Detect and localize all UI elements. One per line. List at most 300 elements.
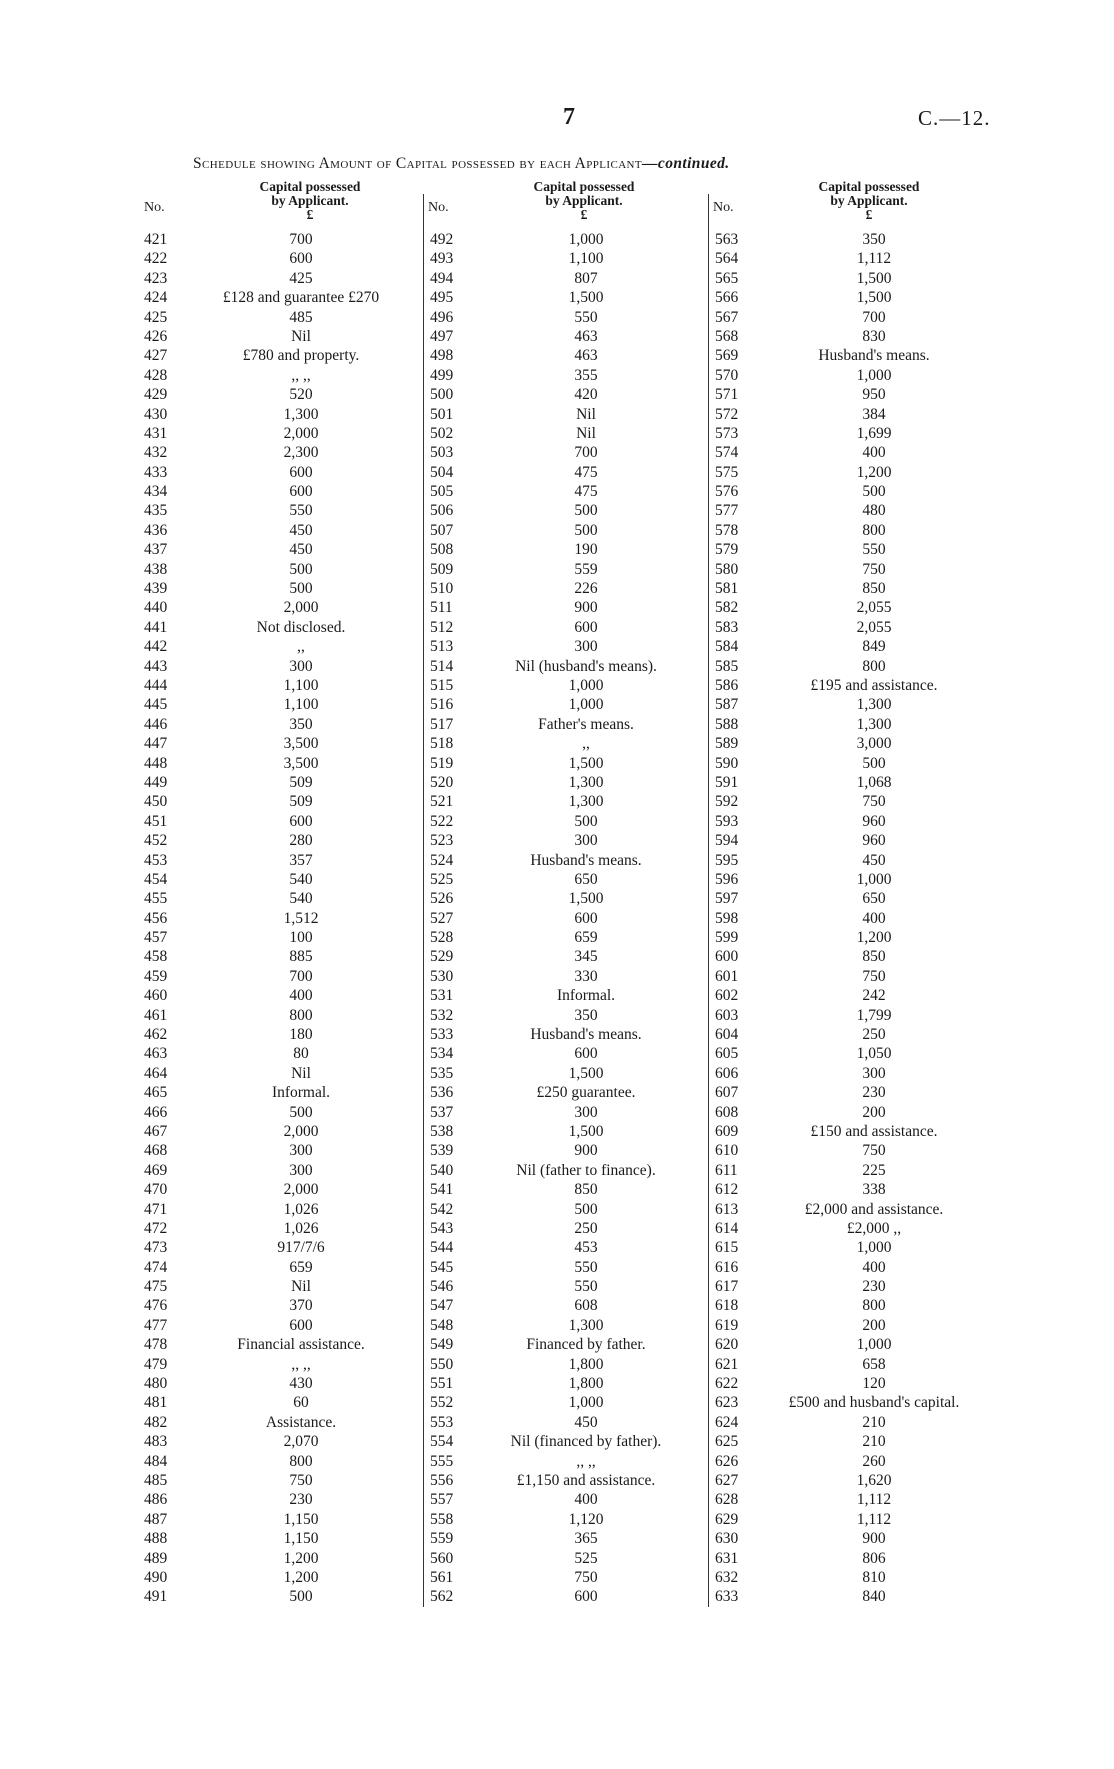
applicant-number: 618 (715, 1297, 739, 1315)
capital-value: £2,000 ,, (846, 1219, 902, 1237)
table-row (709, 657, 999, 676)
applicant-number: 563 (715, 231, 739, 248)
table-row (424, 637, 712, 656)
applicant-number: 561 (430, 1568, 454, 1586)
applicant-number: 575 (715, 463, 739, 481)
document-reference: C.—12. (918, 106, 991, 130)
applicant-number: 474 (144, 1258, 168, 1276)
capital-value: Assistance. (265, 1413, 337, 1431)
capital-value: Nil (576, 424, 596, 442)
table-row (709, 308, 999, 327)
applicant-number: 606 (715, 1064, 739, 1082)
capital-value: 450 (289, 541, 313, 559)
applicant-number: 479 (144, 1355, 168, 1373)
applicant-number: 523 (430, 832, 454, 850)
table-row (140, 1510, 425, 1529)
applicant-number: 473 (144, 1239, 168, 1257)
table-row (140, 1025, 425, 1044)
capital-value: 225 (862, 1161, 886, 1179)
capital-value: Nil (husband's means). (515, 657, 657, 675)
table-row (709, 1413, 999, 1432)
table-row (140, 1083, 425, 1102)
applicant-number: 531 (430, 987, 454, 1005)
capital-value: 60 (293, 1394, 309, 1412)
capital-value: 807 (574, 269, 598, 287)
capital-value: 350 (289, 715, 313, 733)
capital-value: 1,150 (283, 1530, 319, 1548)
table-row (424, 812, 712, 831)
capital-value: 1,620 (856, 1472, 892, 1489)
capital-value: 800 (862, 521, 886, 539)
applicant-number: 542 (430, 1200, 454, 1218)
applicant-number: 540 (430, 1161, 454, 1179)
table-row (424, 754, 712, 773)
table-row (140, 1587, 425, 1606)
header-no: No. (428, 200, 449, 215)
capital-value: 1,026 (283, 1200, 319, 1218)
table-row (140, 1180, 425, 1199)
applicant-number: 513 (430, 638, 454, 656)
table-row (140, 501, 425, 520)
applicant-number: 424 (144, 289, 168, 307)
table-row (140, 773, 425, 792)
applicant-number: 505 (430, 483, 454, 501)
applicant-number: 564 (715, 250, 739, 268)
applicant-number: 486 (144, 1491, 168, 1509)
applicant-number: 619 (715, 1316, 739, 1334)
capital-value: 1,500 (568, 890, 604, 908)
capital-value: Husband's means. (530, 1026, 642, 1044)
capital-value: 1,000 (856, 1336, 892, 1354)
table-row (709, 598, 999, 617)
table-row (140, 1452, 425, 1471)
table-row (709, 327, 999, 346)
table-row (424, 1587, 712, 1606)
applicant-number: 504 (430, 463, 454, 481)
table-row (709, 540, 999, 559)
table-row (140, 715, 425, 734)
capital-value: 200 (862, 1103, 886, 1121)
table-row (709, 463, 999, 482)
capital-value: 658 (862, 1355, 886, 1373)
header-capital-line1: Capital possessed (533, 179, 635, 194)
applicant-number: 458 (144, 948, 168, 966)
capital-value: 900 (574, 599, 598, 617)
applicant-number: 552 (430, 1394, 454, 1412)
applicant-number: 560 (430, 1549, 454, 1567)
applicant-number: 461 (144, 1006, 168, 1024)
table-row (709, 1103, 999, 1122)
applicant-number: 592 (715, 793, 739, 811)
capital-value: 357 (289, 851, 313, 869)
header-capital-line1: Capital possessed (818, 179, 920, 194)
applicant-number: 568 (715, 327, 739, 345)
table-row (709, 1200, 999, 1219)
table-row (424, 1471, 712, 1490)
applicant-number: 572 (715, 405, 739, 423)
table-row (140, 1044, 425, 1063)
capital-value: ,, ,, (576, 1452, 596, 1470)
capital-value: 475 (574, 463, 598, 481)
applicant-number: 477 (144, 1316, 168, 1334)
table-row (709, 754, 999, 773)
table-row (709, 1238, 999, 1257)
table-row (140, 598, 425, 617)
capital-value: 400 (574, 1491, 598, 1509)
applicant-number: 445 (144, 696, 168, 714)
applicant-number: 533 (430, 1026, 454, 1044)
table-row (709, 443, 999, 462)
capital-value: 300 (289, 657, 313, 675)
table-row (140, 482, 425, 501)
applicant-number: 612 (715, 1181, 739, 1199)
capital-value: 250 (862, 1026, 886, 1044)
applicant-number: 481 (144, 1394, 168, 1412)
applicant-number: 549 (430, 1336, 454, 1354)
table-row (709, 792, 999, 811)
table-row (140, 831, 425, 850)
applicant-number: 546 (430, 1278, 454, 1296)
capital-value: 1,000 (568, 231, 604, 248)
capital-value: 600 (289, 812, 313, 830)
table-row (424, 1316, 712, 1335)
table-row (140, 1335, 425, 1354)
capital-value: Informal. (271, 1084, 331, 1102)
table-row (140, 1064, 425, 1083)
applicant-number: 462 (144, 1026, 168, 1044)
table-row (140, 1200, 425, 1219)
applicant-number: 526 (430, 890, 454, 908)
table-column-2 (423, 179, 712, 1607)
capital-value: 1,512 (283, 909, 319, 927)
applicant-number: 630 (715, 1530, 739, 1548)
capital-value: 1,800 (568, 1375, 604, 1393)
table-row (140, 1568, 425, 1587)
capital-value: 80 (293, 1045, 309, 1063)
table-row (709, 1587, 999, 1606)
table-row (709, 909, 999, 928)
capital-value: 120 (862, 1375, 886, 1393)
capital-value: 850 (862, 948, 886, 966)
capital-value: 350 (862, 231, 886, 248)
capital-value: 700 (289, 967, 313, 985)
table-row (424, 773, 712, 792)
capital-value: 450 (574, 1413, 598, 1431)
capital-value: 450 (289, 521, 313, 539)
applicant-number: 595 (715, 851, 739, 869)
applicant-number: 433 (144, 463, 168, 481)
applicant-number: 487 (144, 1510, 168, 1528)
table-row (709, 521, 999, 540)
header-no: No. (144, 200, 165, 215)
table-row (140, 1103, 425, 1122)
applicant-number: 594 (715, 832, 739, 850)
capital-value: 850 (574, 1181, 598, 1199)
table-row (140, 1355, 425, 1374)
table-row (140, 1277, 425, 1296)
capital-value: 540 (289, 890, 313, 908)
capital-value: £1,150 and assistance. (516, 1472, 656, 1489)
applicant-number: 514 (430, 657, 454, 675)
capital-value: 960 (862, 832, 886, 850)
capital-value: 365 (574, 1530, 598, 1548)
capital-value: 350 (574, 1006, 598, 1024)
applicant-number: 581 (715, 580, 739, 598)
table-row (424, 657, 712, 676)
applicant-number: 528 (430, 929, 454, 947)
applicant-number: 565 (715, 269, 739, 287)
table-row (709, 482, 999, 501)
table-row (140, 1529, 425, 1548)
table-row (424, 405, 712, 424)
applicant-number: 508 (430, 541, 454, 559)
applicant-number: 510 (430, 580, 454, 598)
capital-value: 450 (862, 851, 886, 869)
table-row (140, 579, 425, 598)
capital-value: 806 (862, 1549, 886, 1567)
applicant-number: 507 (430, 521, 454, 539)
applicant-number: 527 (430, 909, 454, 927)
applicant-number: 512 (430, 618, 454, 636)
capital-value: ,, (297, 638, 305, 656)
capital-value: 2,300 (283, 444, 319, 462)
table-row (709, 947, 999, 966)
applicant-number: 622 (715, 1375, 739, 1393)
capital-value: 700 (289, 231, 313, 248)
capital-value: 210 (862, 1433, 886, 1451)
capital-value: 600 (289, 250, 313, 268)
capital-value: Nil (291, 327, 311, 345)
table-row (709, 870, 999, 889)
applicant-number: 566 (715, 289, 739, 307)
applicant-number: 440 (144, 599, 168, 617)
applicant-number: 431 (144, 424, 168, 442)
applicant-number: 522 (430, 812, 454, 830)
table-row (709, 676, 999, 695)
table-row (140, 288, 425, 307)
rows (424, 230, 712, 1607)
applicant-number: 453 (144, 851, 168, 869)
table-row (140, 1316, 425, 1335)
capital-value: 500 (289, 560, 313, 578)
applicant-number: 571 (715, 386, 739, 404)
table-row (140, 676, 425, 695)
capital-value: 500 (289, 1103, 313, 1121)
applicant-number: 580 (715, 560, 739, 578)
applicant-number: 538 (430, 1122, 454, 1140)
table-row (424, 579, 712, 598)
applicant-number: 550 (430, 1355, 454, 1373)
applicant-number: 427 (144, 347, 168, 365)
table-row (424, 346, 712, 365)
table-row (140, 1549, 425, 1568)
table-row (424, 986, 712, 1005)
capital-value: 1,300 (568, 1316, 604, 1334)
applicant-number: 494 (430, 269, 454, 287)
table-row (140, 1296, 425, 1315)
capital-value: 600 (289, 463, 313, 481)
applicant-number: 500 (430, 386, 454, 404)
capital-value: 400 (862, 444, 886, 462)
applicant-number: 446 (144, 715, 168, 733)
applicant-number: 632 (715, 1568, 739, 1586)
applicant-number: 598 (715, 909, 739, 927)
table-row (424, 1238, 712, 1257)
applicant-number: 430 (144, 405, 168, 423)
table-row (709, 1258, 999, 1277)
applicant-number: 436 (144, 521, 168, 539)
applicant-number: 586 (715, 676, 739, 694)
header-capital (210, 180, 410, 222)
capital-value: 330 (574, 967, 598, 985)
capital-value: 750 (862, 1142, 886, 1160)
table-row (709, 1374, 999, 1393)
applicant-number: 466 (144, 1103, 168, 1121)
table-row (140, 521, 425, 540)
table-row (424, 521, 712, 540)
table-row (709, 1549, 999, 1568)
applicant-number: 567 (715, 308, 739, 326)
capital-value: 2,055 (856, 599, 892, 617)
table-row (424, 1335, 712, 1354)
title-continued: —continued. (642, 155, 730, 172)
header-capital-line2: by Applicant. (271, 193, 349, 208)
table-row (709, 1161, 999, 1180)
capital-value: 600 (574, 1045, 598, 1063)
capital-value: 750 (862, 560, 886, 578)
table-row (140, 1238, 425, 1257)
header-unit: £ (306, 207, 314, 222)
applicant-number: 625 (715, 1433, 739, 1451)
capital-value: 300 (289, 1161, 313, 1179)
capital-value: 425 (289, 269, 313, 287)
table-row (140, 734, 425, 753)
capital-value: 900 (862, 1530, 886, 1548)
table-row (140, 657, 425, 676)
applicant-number: 590 (715, 754, 739, 772)
table-row (140, 928, 425, 947)
applicant-number: 555 (430, 1452, 454, 1470)
applicant-number: 517 (430, 715, 454, 733)
table-row (424, 928, 712, 947)
table-row (424, 598, 712, 617)
header-capital-line2: by Applicant. (830, 193, 908, 208)
applicant-number: 558 (430, 1510, 454, 1528)
applicant-number: 582 (715, 599, 739, 617)
applicant-number: 599 (715, 929, 739, 947)
capital-value: 463 (574, 347, 598, 365)
applicant-number: 490 (144, 1568, 168, 1586)
table-row (424, 1161, 712, 1180)
applicant-number: 515 (430, 676, 454, 694)
applicant-number: 521 (430, 793, 454, 811)
capital-value: 1,050 (856, 1045, 892, 1063)
applicant-number: 489 (144, 1549, 168, 1567)
applicant-number: 493 (430, 250, 454, 268)
capital-value: 1,000 (856, 366, 892, 384)
applicant-number: 472 (144, 1219, 168, 1237)
capital-value: £195 and assistance. (810, 676, 938, 694)
capital-value: 250 (574, 1219, 598, 1237)
applicant-number: 449 (144, 773, 168, 791)
applicant-number: 605 (715, 1045, 739, 1063)
applicant-number: 570 (715, 366, 739, 384)
applicant-number: 457 (144, 929, 168, 947)
capital-value: £150 and assistance. (810, 1122, 938, 1140)
capital-value: 1,500 (856, 289, 892, 307)
capital-value: 242 (862, 987, 886, 1005)
applicant-number: 584 (715, 638, 739, 656)
table-row (140, 1219, 425, 1238)
capital-value: 1,699 (856, 424, 892, 442)
capital-value: 1,300 (856, 696, 892, 714)
table-row (709, 1335, 999, 1354)
applicant-number: 425 (144, 308, 168, 326)
table-row (709, 1510, 999, 1529)
capital-value: 1,500 (568, 1064, 604, 1082)
table-row (424, 308, 712, 327)
table-row (140, 560, 425, 579)
table-row (424, 889, 712, 908)
table-row (140, 443, 425, 462)
capital-value: 300 (862, 1064, 886, 1082)
capital-value: £780 and property. (242, 347, 360, 365)
applicant-number: 544 (430, 1239, 454, 1257)
table-row (709, 812, 999, 831)
applicant-number: 422 (144, 250, 168, 268)
table-row (709, 230, 999, 249)
applicant-number: 593 (715, 812, 739, 830)
applicant-number: 502 (430, 424, 454, 442)
table-row (424, 1549, 712, 1568)
applicant-number: 602 (715, 987, 739, 1005)
capital-value: 500 (574, 1200, 598, 1218)
applicant-number: 423 (144, 269, 168, 287)
capital-value: 750 (862, 793, 886, 811)
capital-value: 280 (289, 832, 313, 850)
applicant-number: 534 (430, 1045, 454, 1063)
table-row (709, 269, 999, 288)
capital-value: Financed by father. (526, 1336, 646, 1354)
header-no: No. (713, 200, 734, 215)
applicant-number: 442 (144, 638, 168, 656)
table-row (709, 928, 999, 947)
table-row (709, 831, 999, 850)
applicant-number: 488 (144, 1530, 168, 1548)
table-row (709, 1141, 999, 1160)
table-row (424, 1258, 712, 1277)
table-row (424, 676, 712, 695)
table-row (709, 773, 999, 792)
table-row (140, 346, 425, 365)
capital-value: 1,300 (856, 715, 892, 733)
applicant-number: 569 (715, 347, 739, 365)
capital-value: 300 (574, 832, 598, 850)
table-row (424, 1432, 712, 1451)
table-row (140, 249, 425, 268)
capital-value: 2,000 (283, 424, 319, 442)
applicant-number: 559 (430, 1530, 454, 1548)
capital-value: Nil (financed by father). (510, 1433, 662, 1451)
applicant-number: 547 (430, 1297, 454, 1315)
table-row (424, 560, 712, 579)
capital-value: £128 and guarantee £270 (222, 289, 380, 307)
capital-value: 1,800 (568, 1355, 604, 1373)
applicant-number: 616 (715, 1258, 739, 1276)
column-header (140, 180, 425, 230)
capital-value: 600 (574, 618, 598, 636)
table-row (709, 986, 999, 1005)
